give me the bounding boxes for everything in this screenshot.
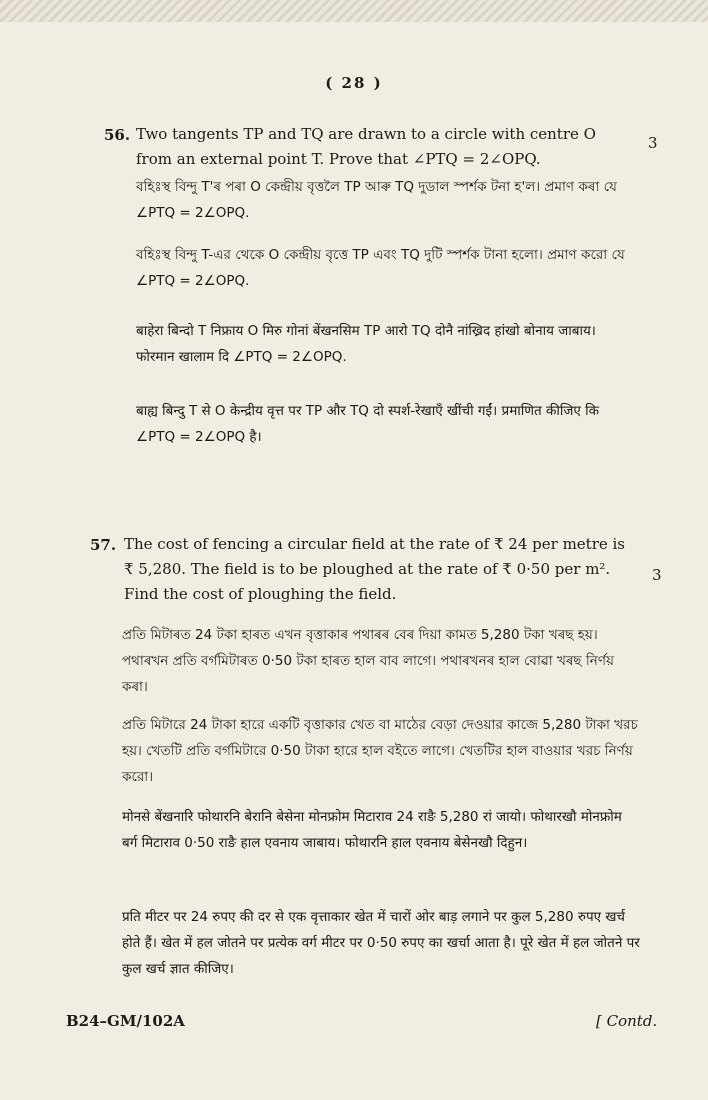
translation-bengali: বহিঃস্থ বিন্দু T-এর থেকে O কেন্দ্রীয় বৃত্তে TP এবং TQ দুটি স্পর্শক টানা হলো। প্রমাণ করো যে ∠PTQ = 2∠OPQ.: [136, 247, 625, 289]
question-marks: 3: [648, 134, 658, 152]
translation-assamese: প্ৰতি মিটাৰত 24 টকা হাৰত এখন বৃত্তাকাৰ পথাৰৰ বেৰ দিয়া কামত 5,280 টকা খৰছ হয়। পথাৰখন প্ৰতি বৰ্গমিটাৰত 0·50 টকা হাৰত হাল বাব লাগে। পথাৰখনৰ হাল বোৱা খৰছ নিৰ্ণয় কৰা।: [122, 627, 614, 695]
question-number: 56.: [104, 126, 131, 144]
question-marks: 3: [652, 566, 662, 584]
question-text-english: Two tangents TP and TQ are drawn to a circle with centre O from an external point T. Prove that ∠PTQ = 2∠OPQ.: [136, 125, 596, 168]
footer-continued: [ Contd.: [596, 1012, 658, 1030]
footer-paper-code: B24–GM/102A: [66, 1012, 185, 1030]
page-number: ( 28 ): [325, 74, 383, 92]
top-edge-pattern: [0, 0, 708, 22]
translation-hindi: प्रति मीटर पर 24 रुपए की दर से एक वृत्ताकार खेत में चारों ओर बाड़ लगाने पर कुल 5,280 रुपए खर्च होते हैं। खेत में हल जोतने पर प्रत्येक वर्ग मीटर पर 0·50 रुपए का खर्चा आता है। पूरे खेत में हल जोतने पर कुल खर्च ज्ञात कीजिए।: [122, 909, 640, 977]
question-text-english: The cost of fencing a circular field at the rate of ₹ 24 per metre is ₹ 5,280. The field is to be ploughed at the rate of ₹ 0·50 per m². Find the cost of ploughing the field.: [124, 535, 626, 603]
translation-bodo: बाहेरा बिन्दो T निफ्राय O मिरु गोनां बेंखनसिम TP आरो TQ दोनै नांख्रिद हांखो बोनाय जाबाय। फोरमान खालाम दि ∠PTQ = 2∠OPQ.: [136, 323, 596, 365]
translation-bengali: প্রতি মিটারে 24 টাকা হারে একটি বৃত্তাকার খেত বা মাঠের বেড়া দেওয়ার কাজে 5,280 টাকা খরচ হয়। খেতটি প্রতি বর্গমিটারে 0·50 টাকা হারে হাল বইতে লাগে। খেতটির হাল বাওয়ার খরচ নির্ণয় করো।: [122, 717, 638, 785]
translation-assamese: বহিঃস্থ বিন্দু T'ৰ পৰা O কেন্দ্ৰীয় বৃত্তলৈ TP আৰু TQ দুডাল স্পৰ্শক টনা হ'ল। প্ৰমাণ কৰা যে ∠PTQ = 2∠OPQ.: [136, 179, 617, 221]
translation-hindi: बाह्य बिन्दु T से O केन्द्रीय वृत्त पर TP और TQ दो स्पर्श-रेखाएँ खींची गईं। प्रमाणित कीजिए कि ∠PTQ = 2∠OPQ है।: [136, 403, 600, 445]
question-number: 57.: [90, 536, 117, 554]
translation-bodo: मोनसे बेंखनारि फोथारनि बेरानि बेसेना मोनफ्रोम मिटाराव 24 राङै 5,280 रां जायो। फोथारखौ मोनफ्रोम बर्ग मिटाराव 0·50 राङै हाल एवनाय जाबाय। फोथारनि हाल एवनाय बेसेनखौ दिहुन।: [122, 809, 622, 851]
